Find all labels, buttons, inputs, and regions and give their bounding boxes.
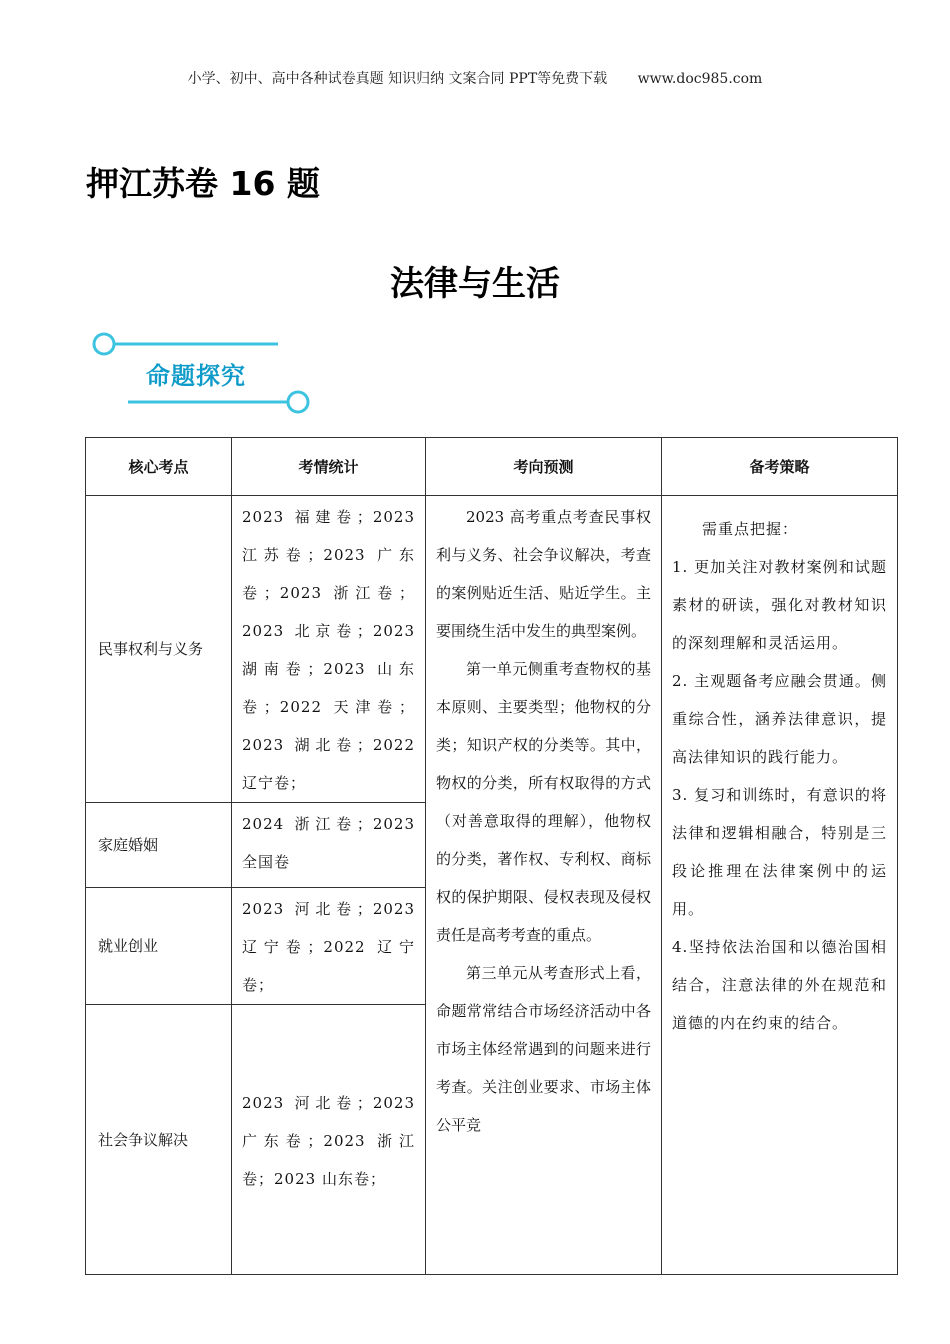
strategy-item: 1. 更加关注对教材案例和试题素材的研读，强化对教材知识的深刻理解和灵活运用。	[672, 558, 887, 652]
core-point-cell: 社会争议解决	[86, 1005, 232, 1275]
stats-cell: 2024 浙江卷；2023 全国卷	[232, 803, 426, 888]
core-point-cell: 家庭婚姻	[86, 803, 232, 888]
page-header	[0, 68, 950, 88]
section-title: 法律与生活	[390, 264, 560, 304]
stats-cell: 2023 河北卷；2023 辽宁卷；2022 辽宁卷；	[232, 888, 426, 1005]
stats-cell: 2023 河北卷；2023 广东卷；2023 浙江卷；2023 山东卷；	[232, 1005, 426, 1275]
strategy-item: 4.坚持依法治国和以德治国相结合，注意法律的外在规范和道德的内在约束的结合。	[672, 938, 887, 1032]
core-point-cell: 就业创业	[86, 888, 232, 1005]
table-header-row	[86, 438, 898, 496]
strategy-cell	[662, 496, 898, 1275]
strategy-item: 2. 主观题备考应融会贯通。侧重综合性，涵养法律意识，提高法律知识的践行能力。	[672, 672, 887, 766]
stats-cell: 2023 福建卷；2023 江苏卷；2023 广东卷；2023 浙江卷；2023 北京卷；2023 湖南卷；2023 山东卷；2022 天津卷；2023 湖北卷；2022 辽宁卷；	[232, 496, 426, 803]
exam-analysis-table	[85, 437, 898, 1275]
prediction-cell	[426, 496, 662, 1275]
header-url[interactable]: www.doc985.com	[637, 71, 763, 87]
table-row	[86, 496, 898, 803]
column-header: 备考策略	[662, 438, 898, 496]
column-header: 核心考点	[86, 438, 232, 496]
column-header: 考向预测	[426, 438, 662, 496]
banner-label: 命题探究	[146, 362, 246, 390]
page-title: 押江苏卷 16 题	[86, 164, 320, 203]
prediction-paragraph: 第三单元从考查形式上看，命题常常结合市场经济活动中各市场主体经常遇到的问题来进行考查。关注创业要求、市场主体公平竞	[436, 964, 651, 1134]
strategy-intro: 需重点把握：	[702, 520, 799, 538]
column-header: 考情统计	[232, 438, 426, 496]
core-point-cell: 民事权利与义务	[86, 496, 232, 803]
strategy-item: 3. 复习和训练时，有意识的将法律和逻辑相融合，特别是三段论推理在法律案例中的运用。	[672, 786, 887, 918]
header-text: 小学、初中、高中各种试卷真题 知识归纳 文案合同 PPT等免费下载	[187, 71, 608, 87]
prediction-paragraph: 2023 高考重点考查民事权利与义务、社会争议解决，考查的案例贴近生活、贴近学生。主要围绕生活中发生的典型案例。	[436, 508, 651, 640]
prediction-paragraph: 第一单元侧重考查物权的基本原则、主要类型；他物权的分类；知识产权的分类等。其中，物权的分类，所有权取得的方式（对善意取得的理解），他物权的分类，著作权、专利权、商标权的保护期限、侵权表现及侵权责任是高考考查的重点。	[436, 660, 651, 944]
